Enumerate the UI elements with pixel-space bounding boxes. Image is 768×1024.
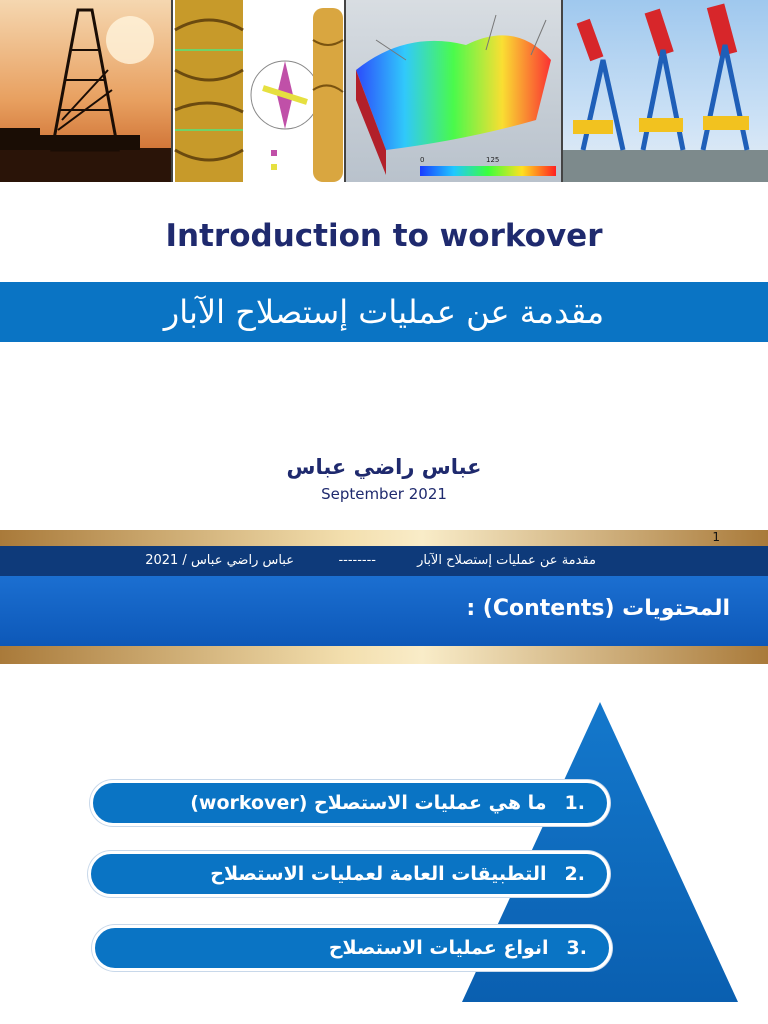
- footer-dashes: --------: [338, 553, 376, 568]
- item-text: انواع عمليات الاستصلاح: [328, 937, 549, 959]
- contents-item-3[interactable]: [92, 925, 612, 971]
- scale-label-min: 0: [420, 156, 425, 164]
- page-number: 1: [712, 530, 720, 544]
- 3d-reservoir-model: [344, 0, 561, 182]
- author-name: عباس راضي عباس: [286, 455, 482, 479]
- pumpjacks-photo: [561, 0, 768, 182]
- scale-label-max: 125: [486, 156, 500, 164]
- page-title: Introduction to workover: [165, 218, 603, 254]
- gold-divider-bottom: [0, 646, 768, 664]
- arabic-title-bar: [0, 282, 768, 342]
- contents-item-2[interactable]: [88, 851, 610, 897]
- item-text: التطبيقات العامة لعمليات الاستصلاح: [210, 863, 547, 885]
- presentation-date: September 2021: [321, 485, 447, 503]
- borehole-image-log-figure: [171, 0, 344, 182]
- item-number: .2: [564, 863, 585, 885]
- footer-author-year: عباس راضي عباس / 2021: [145, 553, 294, 568]
- gold-divider-top: [0, 530, 768, 546]
- contents-item-1[interactable]: [90, 780, 610, 826]
- contents-header-bar: [0, 576, 768, 646]
- slide-footer-bar: [0, 546, 768, 576]
- footer-subject: مقدمة عن عمليات إستصلاح الآبار: [417, 553, 596, 568]
- item-text: ما هي عمليات الاستصلاح (workover): [190, 792, 547, 814]
- header-banner: [0, 0, 768, 182]
- item-number: .3: [566, 937, 587, 959]
- oil-rig-photo: [0, 0, 171, 182]
- contents-heading: المحتويات (Contents) :: [466, 596, 730, 621]
- arabic-title: مقدمة عن عمليات إستصلاح الآبار: [163, 293, 605, 331]
- item-number: .1: [564, 792, 585, 814]
